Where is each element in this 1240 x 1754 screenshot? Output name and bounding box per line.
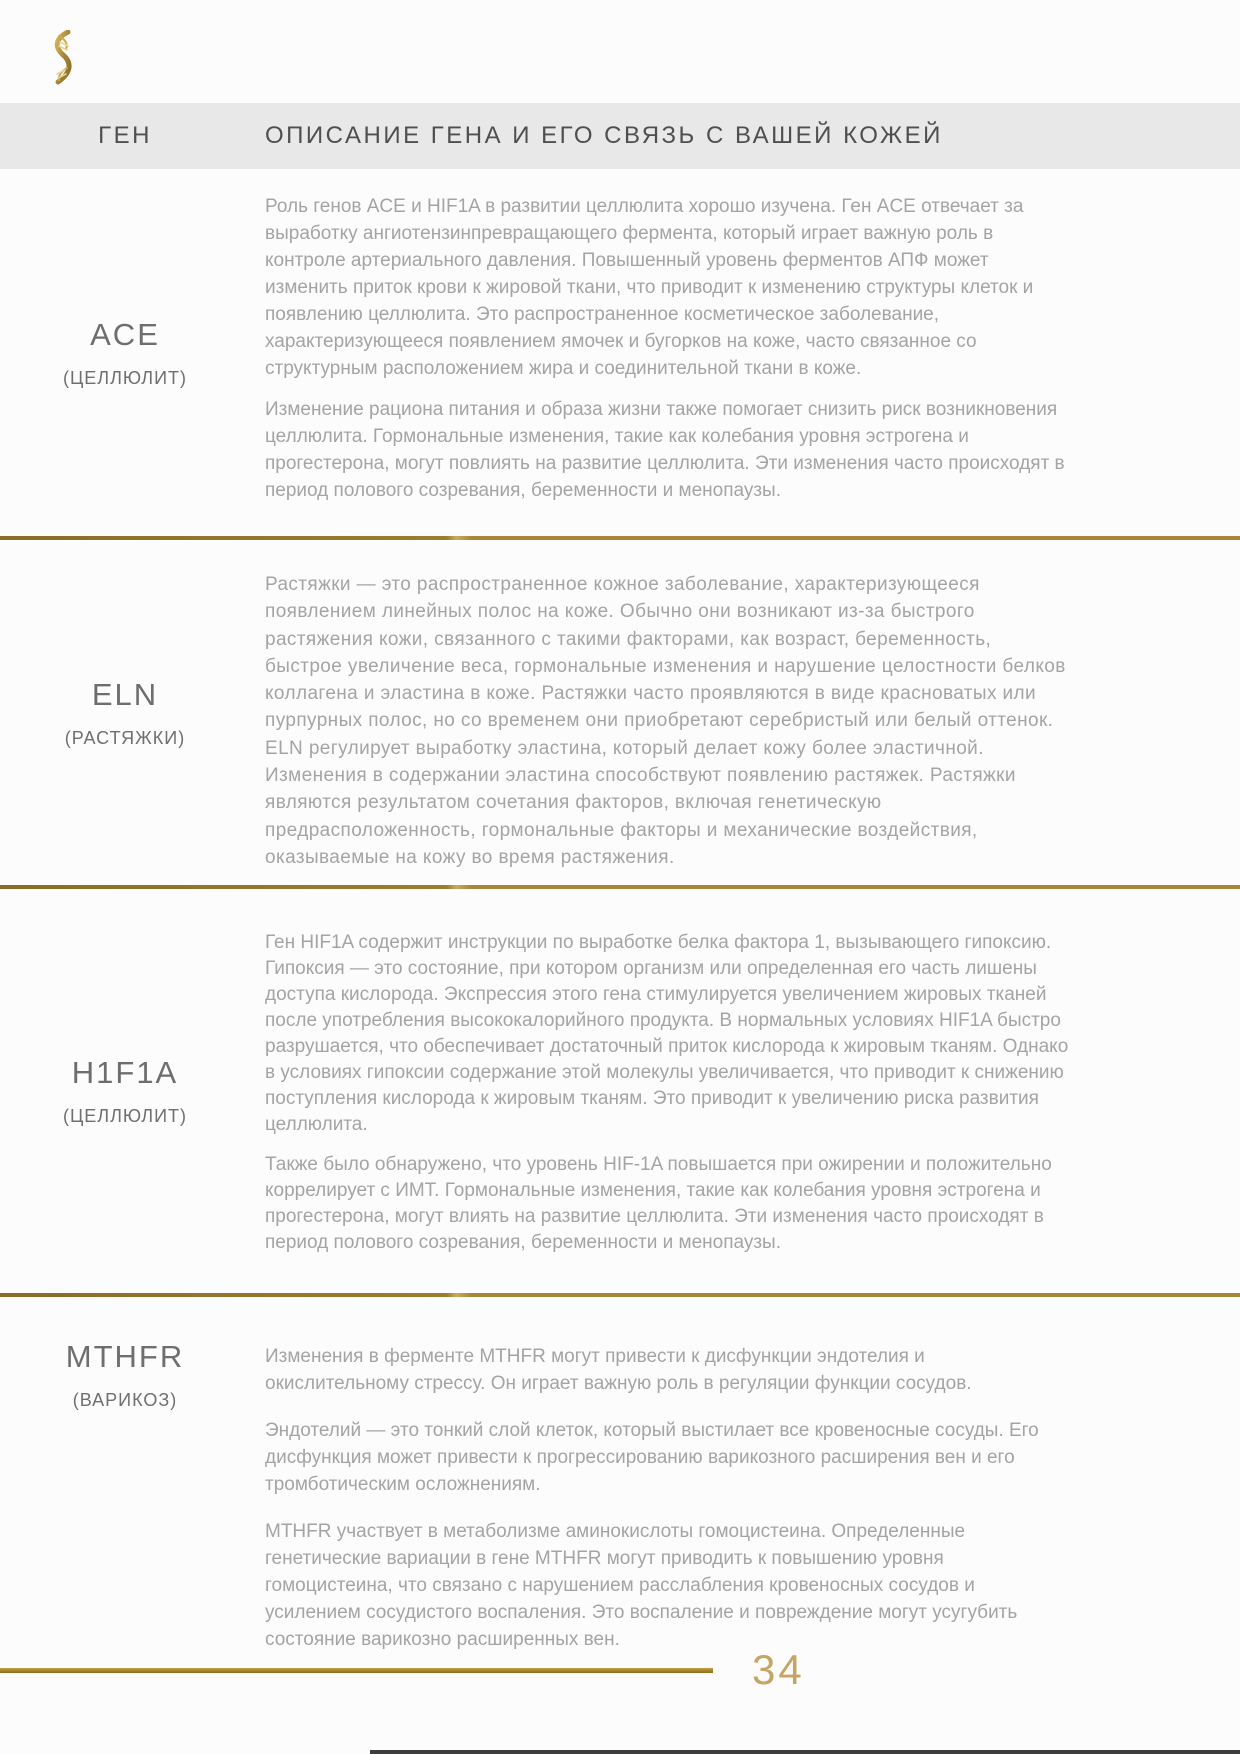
gene-description — [250, 169, 1240, 536]
gene-column-header: ГЕН — [98, 122, 152, 149]
gene-description — [250, 540, 1240, 885]
description-paragraph: Изменения в ферменте MTHFR могут привести к дисфункции эндотелия и окислительному стрессу. Он играет важную роль в регуляции функции сосудов. — [265, 1346, 972, 1395]
gene-cell — [0, 540, 250, 885]
description-paragraph: Ген HIF1A содержит инструкции по выработке белка фактора 1, вызывающего гипоксию. Гипоксия — это состояние, при котором организм или определенная его часть лишены доступа кислорода. Экспрессия этого гена стимулируется увеличением жировых тканей после употребления высококалорийного продукта. В нормальных условиях HIF1A быстро разрушается, что обеспечивает достаточный приток кислорода к жировым тканям. Однако в условиях гипоксии содержание этой молекулы увеличивается, что приводит к снижению поступления кислорода к жировым тканям. Это приводит к увеличению риска развития целлюлита. — [265, 932, 1069, 1136]
description-paragraph: Также было обнаружено, что уровень HIF-1A повышается при ожирении и положительно коррелирует с ИМТ. Гормональные изменения, такие как колебания уровня эстрогена и прогестерона, могут влиять на развитие целлюлита. Эти изменения часто происходят в период полового созревания, беременности и менопаузы. — [265, 1154, 1052, 1254]
description-paragraph: Роль генов ACE и HIF1A в развитии целлюлита хорошо изучена. Ген ACE отвечает за выработку ангиотензинпревращающего фермента, который играет важную роль в контроле артериального давления. Повышенный уровень ферментов АПФ может изменить приток крови к жировой ткани, что приводит к изменению структуры клеток и появлению целлюлита. Это распространенное косметическое заболевание, характеризующееся появлением ямочек и бугорков на коже, часто связанное со структурным расположением жира и соединительной ткани в коже. — [265, 196, 1034, 379]
gene-name: H1F1A — [71, 1055, 179, 1091]
gene-name: ELN — [91, 676, 159, 712]
gene-condition: (ВАРИКОЗ) — [72, 1390, 178, 1411]
gene-description — [250, 1297, 1240, 1697]
gene-description — [250, 889, 1240, 1293]
table-row — [0, 1297, 1240, 1697]
table-header — [0, 103, 1240, 169]
page-number: 34 — [752, 1646, 805, 1693]
gene-name: MTHFR — [65, 1339, 185, 1375]
gene-condition: (ЦЕЛЛЮЛИТ) — [62, 367, 188, 388]
gene-cell — [0, 169, 250, 536]
description-column-header: ОПИСАНИЕ ГЕНА И ЕГО СВЯЗЬ С ВАШЕЙ КОЖЕЙ — [265, 122, 943, 149]
gene-cell — [0, 889, 250, 1293]
table-row — [0, 169, 1240, 536]
gene-table — [0, 169, 1240, 1697]
description-paragraph: MTHFR участвует в метаболизме аминокислоты гомоцистеина. Определенные генетические вариации в гене MTHFR могут приводить к повышению уровня гомоцистеина, что связано с нарушением расслабления кровеносных сосудов и усилением сосудистого воспаления. Это воспаление и повреждение могут усугубить состояние варикозно расширенных вен. — [265, 1521, 1018, 1651]
dna-helix-icon — [46, 30, 80, 88]
gene-cell — [0, 1297, 250, 1697]
description-paragraph: Растяжки — это распространенное кожное заболевание, характеризующееся появлением линейных полос на коже. Обычно они возникают из-за быстрого растяжения кожи, связанного с такими факторами, как возраст, беременность, быстрое увеличение веса, гормональные изменения и нарушение целостности белков коллагена и эластина в коже. Растяжки часто проявляются в виде красноватых или пурпурных полос, но со временем они приобретают серебристый или белый оттенок. ELN регулирует выработку эластина, который делает кожу более эластичной. Изменения в содержании эластина способствуют появлению растяжек. Растяжки являются результатом сочетания факторов, включая генетическую предрасположенность, гормональные факторы и механические воздействия, оказываемые на кожу во время растяжения. — [265, 574, 1066, 868]
description-paragraph: Эндотелий — это тонкий слой клеток, который выстилает все кровеносные сосуды. Его дисфункция может привести к прогрессированию варикозного расширения вен и его тромботическим осложнениям. — [265, 1420, 1039, 1496]
table-row — [0, 540, 1240, 885]
description-paragraph: Изменение рациона питания и образа жизни также помогает снизить риск возникновения целлюлита. Гормональные изменения, такие как колебания уровня эстрогена и прогестерона, могут повлиять на развитие целлюлита. Эти изменения часто происходят в период полового созревания, беременности и менопаузы. — [265, 399, 1065, 501]
gene-name: ACE — [90, 316, 160, 352]
bottom-edge-bar — [370, 1750, 1240, 1754]
footer-divider-line — [0, 1668, 713, 1673]
gene-condition: (ЦЕЛЛЮЛИТ) — [62, 1106, 188, 1127]
table-row — [0, 889, 1240, 1293]
gene-condition: (РАСТЯЖКИ) — [64, 727, 186, 748]
